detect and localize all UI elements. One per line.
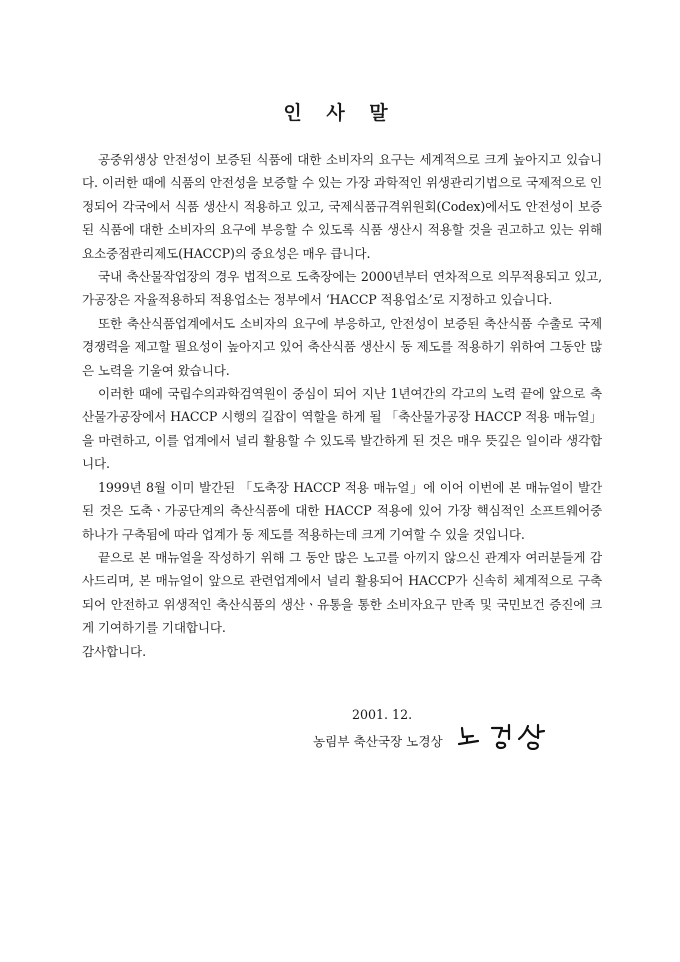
paragraph-6: 끝으로 본 매뉴얼을 작성하기 위해 그 동안 많은 노고를 아끼지 않으신 관계자 여러분들게 감사드리며, 본 매뉴얼이 앞으로 관련업계에서 널리 활용되어 HACCP가 신속히 체계적으로 구축되어 안전하고 위생적인 축산식품의 생산ㆍ유통을 통한 소비자요구 만족 및 국민보건 증진에 크게 기여하기를 기대합니다. bbox=[82, 549, 602, 636]
paragraph-1: 공중위생상 안전성이 보증된 식품에 대한 소비자의 요구는 세계적으로 크게 높아지고 있습니다. 이러한 때에 식품의 안전성을 보증할 수 있는 가장 과학적인 위생관리기법으로 국제적으로 인정되어 각국에서 식품 생산시 적용하고 있고, 국제식품규격위원회(Codex)에서도 안전성이 보증된 식품에 대한 소비자의 요구에 부응할 수 있도록 식품 생산시 적용할 것을 권고하고 있는 위해요소중점관리제도(HACCP)의 중요성은 매우 큽니다. bbox=[82, 152, 602, 261]
paragraph-5: 1999년 8월 이미 발간된 「도축장 HACCP 적용 매뉴얼」에 이어 이번에 본 매뉴얼이 발간된 것은 도축ㆍ가공단계의 축산식품에 대한 HACCP 적용에 있어 가장 핵심적인 소프트웨어중 하나가 구축됨에 따라 업계가 동 제도를 적용하는데 크게 기여할 수 있을 것입니다. bbox=[82, 479, 602, 542]
paragraph-4: 이러한 때에 국립수의과학검역원이 중심이 되어 지난 1년여간의 각고의 노력 끝에 앞으로 축산물가공장에서 HACCP 시행의 길잡이 역할을 하게 될 「축산물가공장 HACCP 적용 매뉴얼」을 마련하고, 이를 업계에서 널리 활용할 수 있도록 발간하게 된 것은 매우 뜻깊은 일이라 생각합니다. bbox=[82, 386, 602, 472]
letter-date: 2001. 12. bbox=[352, 707, 413, 722]
signer-name: 농림부 축산국장 노경상 bbox=[313, 734, 443, 749]
handwritten-signature bbox=[456, 722, 556, 750]
paragraph-3: 또한 축산식품업계에서도 소비자의 요구에 부응하고, 안전성이 보증된 축산식품 수출로 국제경쟁력을 제고할 필요성이 높아지고 있어 축산식품 생산시 동 제도를 적용하기 위하여 그동안 많은 노력을 기울여 왔습니다. bbox=[82, 315, 602, 378]
paragraph-2: 국내 축산물작업장의 경우 법적으로 도축장에는 2000년부터 연차적으로 의무적용되고 있고, 가공장은 자율적용하되 적용업소는 정부에서 ‘HACCP 적용업소’로 지정하고 있습니다. bbox=[82, 269, 602, 308]
letter-body bbox=[82, 148, 602, 663]
closing-text: 감사합니다. bbox=[82, 643, 146, 659]
page-title: 인 사 말 bbox=[283, 102, 397, 124]
